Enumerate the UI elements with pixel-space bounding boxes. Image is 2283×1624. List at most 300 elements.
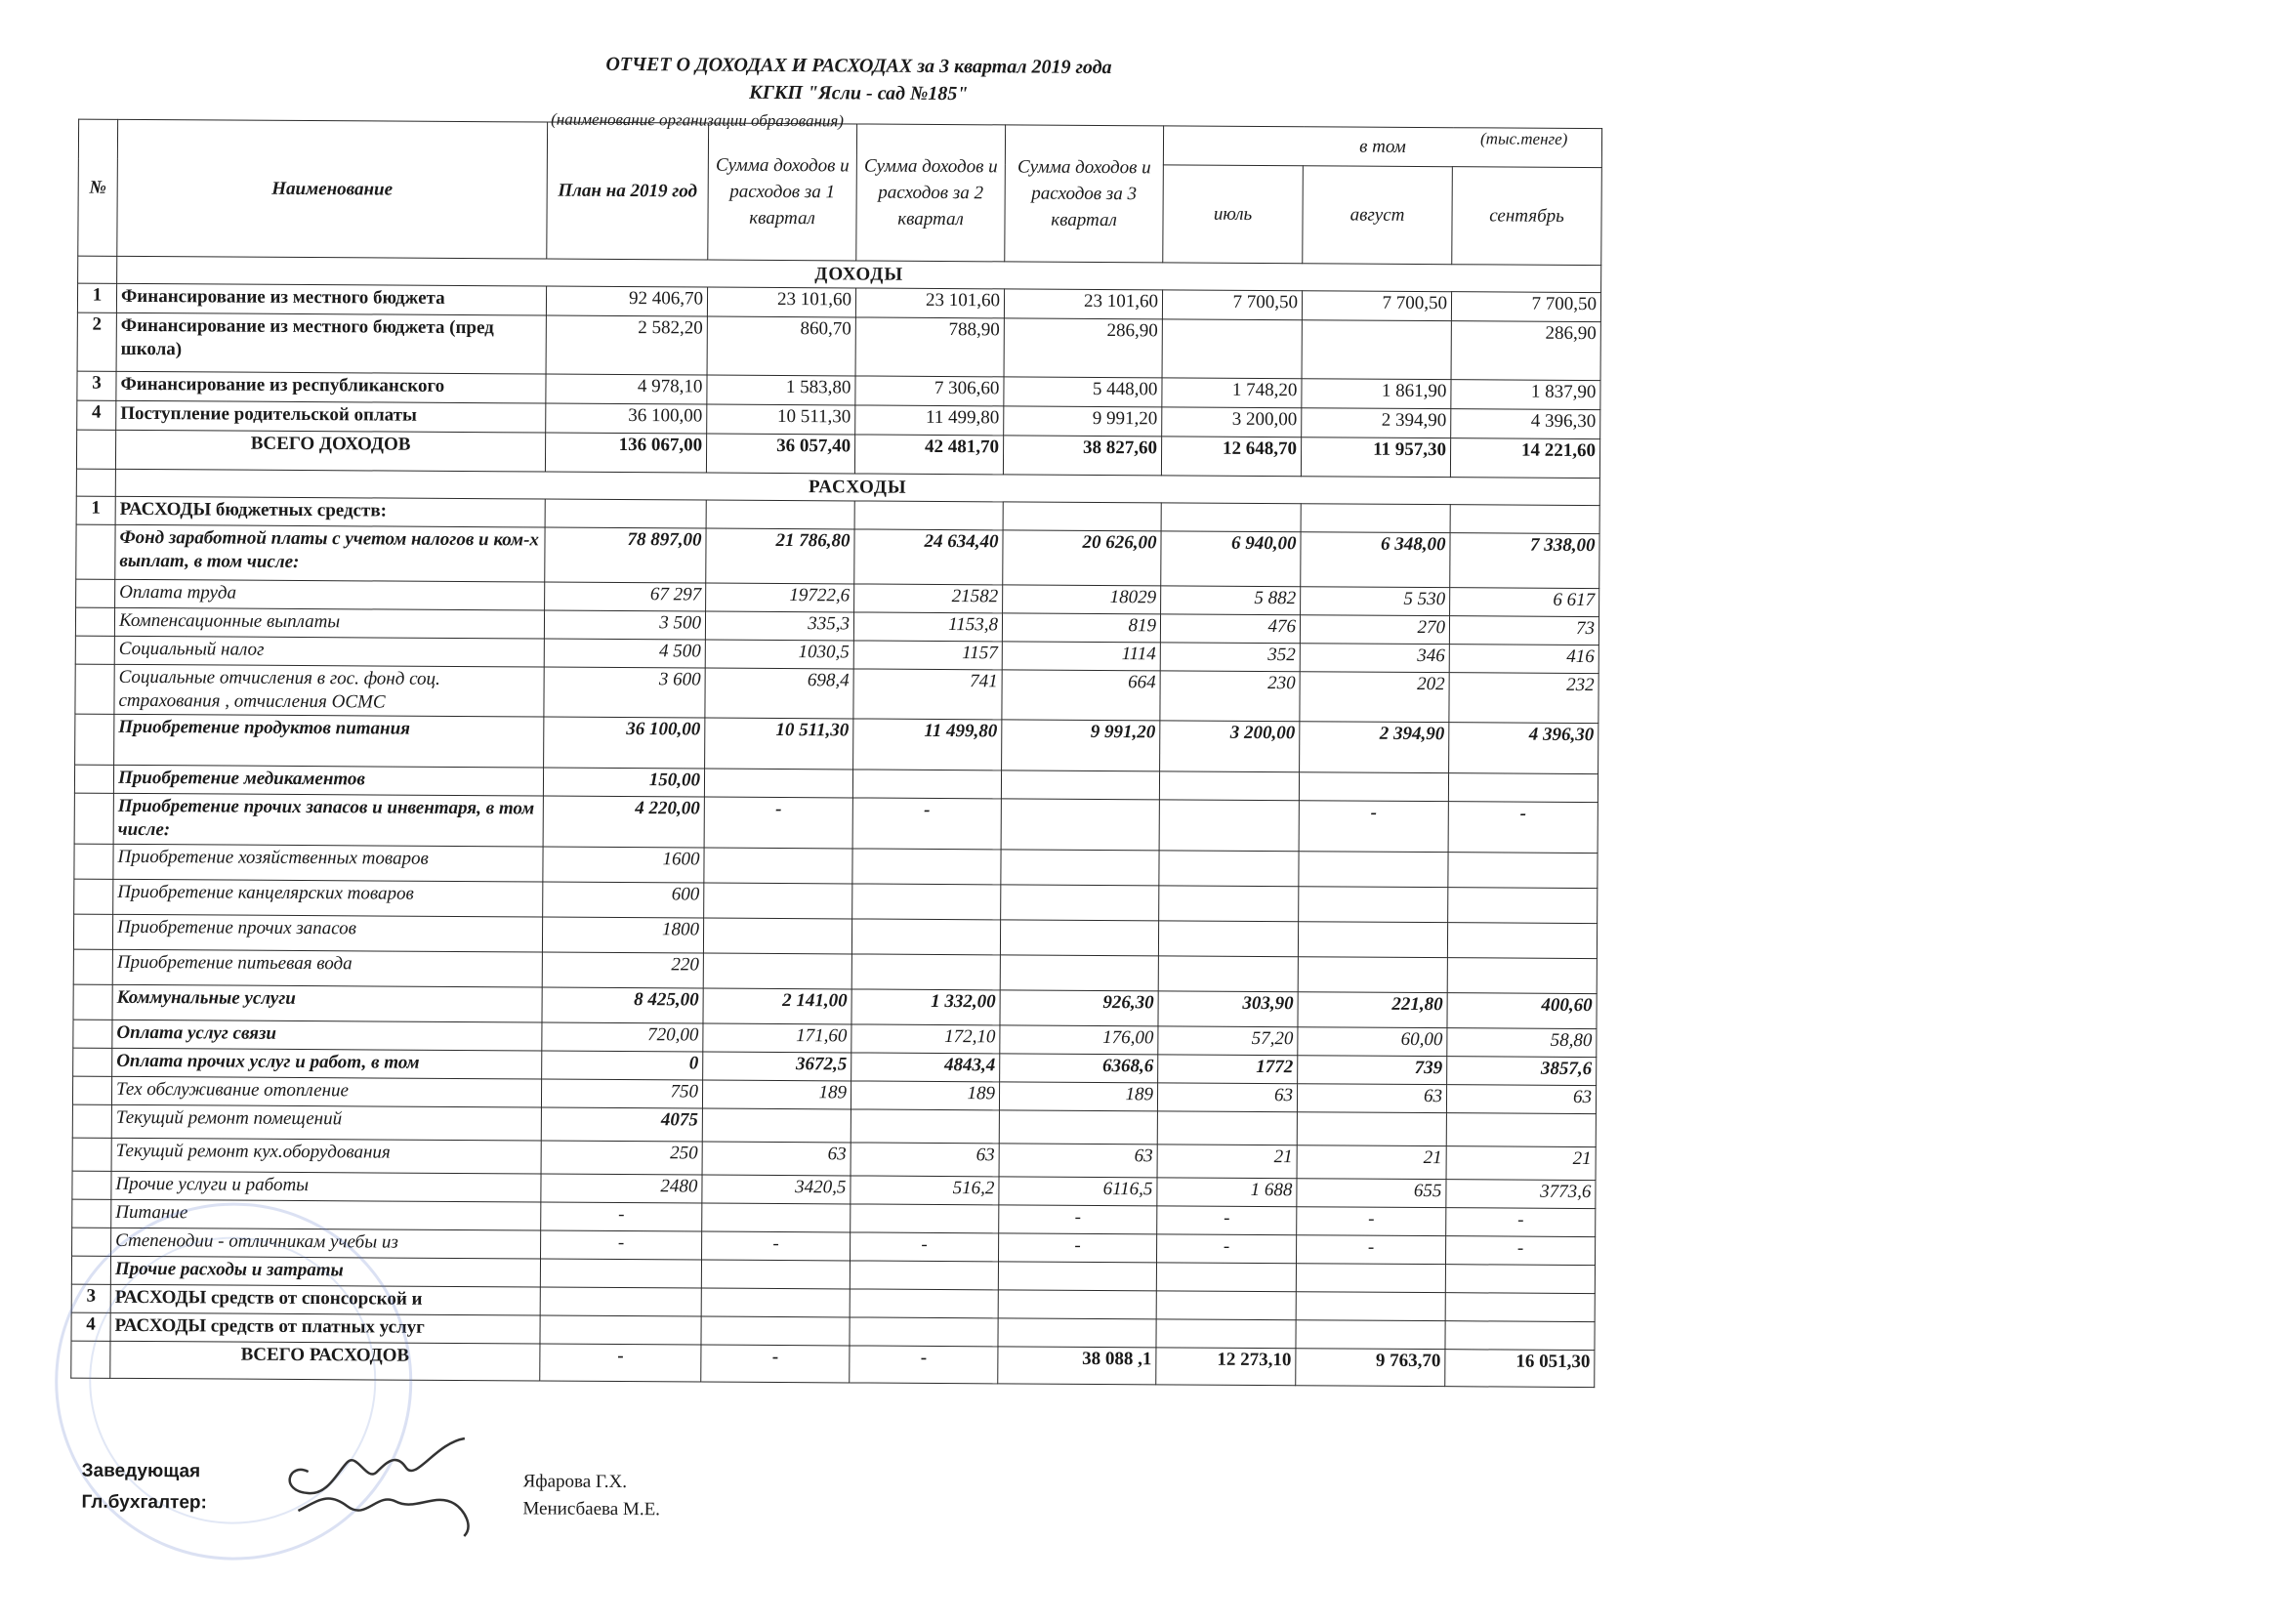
value-q1: 171,60 — [703, 1023, 851, 1053]
value-m1 — [1159, 771, 1299, 801]
value-q2: 11 499,80 — [853, 719, 1002, 770]
value-m1 — [1156, 1319, 1296, 1349]
row-name: РАСХОДЫ средств от спонсорской и — [110, 1284, 540, 1315]
value-plan: 1600 — [543, 847, 704, 883]
value-m1: 1 748,20 — [1162, 378, 1302, 408]
value-q2: 741 — [853, 669, 1002, 720]
units-note: (тыс.тенге) — [1479, 129, 1568, 148]
value-m3 — [1447, 923, 1597, 959]
row-name: РАСХОДЫ средств от платных услуг — [110, 1312, 540, 1344]
row-name: Оплата труда — [115, 579, 545, 610]
value-m2: 739 — [1298, 1056, 1447, 1085]
value-m3: - — [1446, 1208, 1596, 1237]
row-name: Приобретение прочих запасов и инвентаря, в том числе: — [113, 793, 543, 847]
total-m2: 9 763,70 — [1296, 1349, 1445, 1387]
value-plan: 720,00 — [542, 1022, 703, 1052]
value-m3: - — [1445, 1236, 1595, 1266]
total-label: ВСЕГО РАСХОДОВ — [110, 1341, 540, 1381]
row-number — [75, 714, 114, 765]
value-m3: 63 — [1446, 1085, 1596, 1114]
value-q3: 189 — [999, 1082, 1157, 1111]
row-number — [75, 636, 114, 664]
row-name: Приобретение питьевая вода — [112, 949, 542, 987]
value-plan: 78 897,00 — [545, 527, 706, 583]
value-q3: 176,00 — [1000, 1025, 1158, 1055]
head-title: Заведующая — [81, 1460, 201, 1482]
column-header-q3: Сумма доходов и расходов за 3 квартал — [1005, 125, 1164, 263]
value-q1: 19722,6 — [706, 583, 854, 612]
total-q3: 38 827,60 — [1003, 436, 1161, 476]
row-name: Финансирование из местного бюджета — [116, 283, 546, 315]
value-q1 — [704, 848, 852, 884]
value-q1: 21 786,80 — [706, 528, 854, 584]
value-m3: 416 — [1449, 645, 1598, 674]
value-q1 — [704, 769, 852, 798]
value-q2 — [850, 1317, 998, 1347]
value-q3: 6116,5 — [999, 1177, 1157, 1206]
row-name: Приобретение продуктов питания — [114, 714, 544, 768]
value-q1 — [706, 500, 854, 529]
value-q2: 189 — [851, 1081, 999, 1110]
row-number — [75, 607, 114, 636]
value-m2 — [1301, 504, 1450, 533]
value-m2: 346 — [1300, 644, 1449, 673]
value-plan: 4 978,10 — [546, 374, 707, 404]
total-label: ВСЕГО ДОХОДОВ — [115, 430, 545, 472]
value-m3: 58,80 — [1447, 1028, 1597, 1058]
value-m2: 1 861,90 — [1302, 379, 1451, 409]
value-plan: 36 100,00 — [544, 717, 705, 769]
value-plan: 2 582,20 — [546, 315, 707, 375]
value-m2 — [1296, 1320, 1445, 1350]
row-name: Коммунальные услуги — [112, 984, 542, 1022]
head-name: Яфарова Г.Х. — [522, 1471, 628, 1493]
value-q2 — [852, 849, 1001, 885]
value-m3: 286,90 — [1451, 321, 1600, 381]
row-number — [72, 1138, 111, 1171]
value-q3: - — [998, 1233, 1156, 1263]
value-plan: 250 — [541, 1141, 702, 1175]
row-number — [75, 664, 114, 714]
total-q2: 42 481,70 — [854, 435, 1003, 475]
organization-caption: (наименование организации образования) — [551, 109, 845, 131]
value-m1: 6 940,00 — [1161, 531, 1301, 587]
value-plan: 4 500 — [544, 639, 705, 668]
value-q1 — [703, 953, 851, 989]
value-m3: 232 — [1449, 673, 1598, 724]
row-name: Финансирование из республиканского — [116, 371, 546, 403]
value-q3 — [1000, 920, 1158, 956]
value-m1 — [1156, 1263, 1296, 1292]
value-q1 — [701, 1260, 850, 1289]
row-name: Прочие услуги и работы — [111, 1171, 541, 1202]
value-m2: 6 348,00 — [1301, 532, 1450, 588]
row-name: Оплата прочих услуг и работ, в том — [112, 1048, 542, 1079]
value-q3: 9 991,20 — [1004, 406, 1162, 437]
value-plan: 4075 — [541, 1107, 702, 1142]
value-m1: 21 — [1157, 1145, 1297, 1179]
row-name: Фонд заработной платы с учетом налогов и ком-х выплат, в том числе: — [115, 524, 545, 582]
value-q2: 23 101,60 — [855, 288, 1004, 318]
value-q2: 4843,4 — [851, 1053, 1000, 1082]
value-q3 — [1001, 770, 1159, 800]
value-m1: - — [1156, 1234, 1296, 1264]
value-q3 — [998, 1262, 1156, 1291]
value-q1 — [704, 883, 852, 919]
value-m2 — [1298, 922, 1447, 958]
row-number — [73, 984, 112, 1020]
value-plan — [540, 1259, 701, 1288]
value-q1: 1 583,80 — [707, 375, 855, 405]
value-q3 — [998, 1290, 1156, 1319]
row-name: Текущий ремонт кух.оборудования — [111, 1138, 541, 1174]
value-plan: 4 220,00 — [543, 796, 704, 848]
value-plan: 3 500 — [544, 610, 705, 640]
accountant-name: Менисбаева М.Е. — [522, 1498, 661, 1520]
row-number — [76, 579, 115, 607]
value-m1: 1772 — [1158, 1055, 1298, 1084]
value-q1: 335,3 — [705, 611, 853, 641]
row-name: Тех обслуживание отопление — [111, 1076, 541, 1107]
value-m1 — [1162, 319, 1302, 379]
value-m3 — [1445, 1321, 1595, 1351]
value-m1: 5 882 — [1161, 586, 1301, 615]
value-q1: - — [704, 797, 852, 849]
value-q3 — [999, 1110, 1157, 1145]
value-q2 — [851, 954, 1000, 990]
value-q3: 6368,6 — [1000, 1054, 1158, 1083]
value-plan — [545, 499, 706, 528]
accountant-title: Гл.бухгалтер: — [81, 1491, 207, 1514]
value-q2: 24 634,40 — [854, 529, 1003, 585]
value-q1: 10 511,30 — [705, 718, 853, 770]
row-number — [73, 914, 112, 949]
row-number — [72, 1228, 111, 1256]
row-number — [74, 793, 113, 844]
value-m3 — [1448, 888, 1598, 924]
row-number: 2 — [77, 312, 116, 371]
total-m3: 14 221,60 — [1450, 438, 1599, 479]
value-m1: - — [1157, 1206, 1297, 1235]
value-plan: 3 600 — [544, 667, 705, 718]
value-m2: 2 394,90 — [1300, 722, 1449, 773]
value-q2: 63 — [851, 1143, 999, 1177]
value-q2: 1 332,00 — [851, 989, 1000, 1025]
total-q3: 38 088 ,1 — [998, 1347, 1156, 1385]
row-name: Финансирование из местного бюджета (пред школа) — [116, 312, 546, 374]
value-m3: 73 — [1449, 616, 1598, 645]
value-q1: 63 — [702, 1142, 851, 1176]
value-q2 — [851, 1204, 999, 1233]
value-plan: 2480 — [541, 1174, 702, 1203]
value-plan: 92 406,70 — [546, 286, 707, 316]
total-m1: 12 273,10 — [1156, 1348, 1296, 1386]
column-header-september: сентябрь — [1452, 167, 1602, 266]
value-q1: 189 — [702, 1080, 851, 1109]
value-q1: 3672,5 — [703, 1052, 851, 1081]
table-row — [75, 714, 1598, 774]
row-name: Поступление родительской оплаты — [116, 400, 546, 433]
row-name: Социальный налог — [114, 636, 544, 667]
value-q1 — [703, 918, 851, 954]
value-plan — [540, 1287, 701, 1316]
value-m2: 655 — [1297, 1179, 1446, 1208]
table-row — [74, 793, 1598, 854]
value-q1: 698,4 — [705, 668, 853, 719]
value-m1: 57,20 — [1158, 1026, 1298, 1056]
value-q2 — [852, 884, 1001, 920]
row-number — [73, 1048, 112, 1076]
value-plan: 0 — [542, 1051, 703, 1080]
value-m2: 21 — [1297, 1145, 1446, 1180]
value-q1 — [701, 1288, 850, 1317]
handwritten-signatures — [269, 1433, 523, 1542]
row-name: Питание — [111, 1199, 541, 1230]
value-m3: 6 617 — [1450, 588, 1599, 617]
report-table — [70, 119, 1602, 1389]
row-name: Социальные отчисления в гос. фонд соц. страхования , отчисления ОСМС — [114, 664, 544, 717]
value-plan: 67 297 — [545, 582, 706, 611]
value-m1: 3 200,00 — [1160, 721, 1300, 772]
value-m1 — [1156, 1291, 1296, 1320]
value-q1: 10 511,30 — [707, 404, 855, 435]
value-m2 — [1296, 1264, 1445, 1293]
value-m2: 63 — [1297, 1084, 1446, 1113]
row-name: Степенодии - отличникам учебы из — [111, 1228, 541, 1259]
value-q3 — [1000, 955, 1158, 991]
value-m2: - — [1299, 801, 1448, 853]
value-m1 — [1159, 886, 1299, 922]
column-header-plan: План на 2019 год — [547, 122, 709, 260]
row-name: Приобретение хозяйственных товаров — [113, 844, 543, 882]
organization-name: КГКП "Ясли - сад №185" — [749, 81, 969, 105]
value-q3: 18029 — [1003, 585, 1161, 614]
row-number — [76, 430, 115, 469]
value-m2 — [1296, 1292, 1445, 1321]
row-number-cell — [76, 469, 115, 496]
value-plan: 36 100,00 — [546, 403, 707, 434]
column-header-q1: Сумма доходов и расходов за 1 квартал — [708, 123, 857, 261]
value-q2 — [851, 1109, 999, 1144]
value-plan: 220 — [542, 952, 703, 988]
value-q2: 516,2 — [851, 1176, 999, 1205]
value-m2 — [1299, 852, 1448, 888]
value-q2: 1157 — [853, 641, 1002, 670]
report-title: ОТЧЕТ О ДОХОДАХ И РАСХОДАХ за 3 квартал 2019 года — [605, 53, 1112, 79]
row-name: Текущий ремонт помещений — [111, 1104, 541, 1141]
row-number — [74, 879, 113, 914]
total-m2: 11 957,30 — [1301, 437, 1450, 478]
total-plan: 136 067,00 — [545, 433, 706, 473]
value-m1: 476 — [1160, 614, 1300, 644]
value-q2: 1153,8 — [853, 612, 1002, 642]
total-m1: 12 648,70 — [1161, 437, 1301, 477]
column-header-name: Наименование — [117, 119, 548, 259]
value-m2: 221,80 — [1298, 992, 1447, 1028]
value-q3: 63 — [999, 1144, 1157, 1178]
value-q2 — [850, 1289, 998, 1318]
value-q3 — [1001, 799, 1159, 851]
row-number: 3 — [77, 371, 116, 400]
value-m3: 3773,6 — [1446, 1180, 1596, 1209]
value-q1: 23 101,60 — [707, 287, 855, 317]
value-m1: 303,90 — [1158, 991, 1298, 1027]
value-q2 — [852, 770, 1001, 799]
value-m3: 400,60 — [1447, 993, 1597, 1029]
value-q3: 1114 — [1002, 642, 1160, 671]
value-m1: 3 200,00 — [1162, 407, 1302, 437]
value-q2: 7 306,60 — [855, 376, 1004, 406]
value-m1 — [1159, 800, 1299, 852]
value-plan: 8 425,00 — [542, 987, 703, 1023]
value-m1 — [1159, 851, 1299, 887]
value-q3 — [998, 1318, 1156, 1348]
value-q1 — [701, 1316, 850, 1346]
row-number — [72, 1199, 111, 1228]
value-m1 — [1158, 956, 1298, 992]
value-plan: 1800 — [542, 917, 703, 953]
column-header-august: август — [1303, 166, 1453, 265]
value-m3 — [1446, 1113, 1596, 1147]
value-q3 — [1003, 502, 1161, 531]
section-title: ДОХОДЫ — [117, 256, 1601, 292]
row-number — [74, 765, 113, 793]
value-m2 — [1299, 887, 1448, 923]
value-q3: 9 991,20 — [1002, 720, 1160, 771]
value-m1: 230 — [1160, 671, 1300, 722]
value-q1: - — [702, 1231, 851, 1261]
row-name: Оплата услуг связи — [112, 1020, 542, 1051]
value-plan — [540, 1315, 701, 1345]
column-header-group: в том — [1163, 126, 1601, 168]
row-name: Приобретение прочих запасов — [112, 914, 542, 952]
row-number — [72, 1171, 111, 1199]
total-q1: - — [701, 1345, 850, 1383]
row-number — [73, 1020, 112, 1048]
value-m2: - — [1297, 1207, 1446, 1236]
row-name: РАСХОДЫ бюджетных средств: — [115, 496, 545, 527]
value-m3: 7 338,00 — [1450, 533, 1599, 589]
value-q2: - — [852, 798, 1001, 850]
value-q2: 11 499,80 — [855, 405, 1004, 436]
table-row — [76, 524, 1599, 589]
value-m3 — [1448, 773, 1598, 803]
row-name: Приобретение канцелярских товаров — [113, 879, 543, 917]
value-m1 — [1157, 1111, 1297, 1145]
row-name: Прочие расходы и затраты — [110, 1256, 540, 1287]
value-m3 — [1445, 1265, 1595, 1294]
total-plan: - — [540, 1344, 701, 1382]
section-title: РАСХОДЫ — [115, 469, 1599, 505]
value-m3: - — [1448, 802, 1598, 854]
value-m2: 5 530 — [1301, 587, 1450, 616]
value-m1 — [1161, 503, 1301, 532]
value-m3: 4 396,30 — [1451, 409, 1600, 439]
value-m2: 7 700,50 — [1302, 291, 1451, 321]
value-m3 — [1447, 958, 1597, 994]
row-number-cell — [78, 256, 117, 283]
value-m1 — [1158, 921, 1298, 957]
value-q3: 5 448,00 — [1004, 377, 1162, 407]
value-q1: 3420,5 — [702, 1175, 851, 1204]
value-m2 — [1297, 1112, 1446, 1146]
value-plan: - — [541, 1230, 702, 1260]
value-q2: 172,10 — [851, 1024, 1000, 1054]
table-header — [78, 119, 1602, 266]
row-number: 1 — [76, 496, 115, 524]
total-m3: 16 051,30 — [1445, 1350, 1595, 1388]
value-m3: 21 — [1446, 1146, 1596, 1181]
value-q1 — [702, 1108, 851, 1143]
row-number: 4 — [77, 400, 116, 430]
value-plan: 600 — [543, 882, 704, 918]
value-m2: 202 — [1300, 672, 1449, 723]
row-number: 3 — [71, 1284, 110, 1312]
row-number — [72, 1076, 111, 1104]
value-m3: 3857,6 — [1447, 1057, 1597, 1086]
value-m3: 1 837,90 — [1451, 380, 1600, 410]
value-m3: 7 700,50 — [1451, 292, 1600, 322]
value-q3: 664 — [1002, 670, 1160, 721]
value-m3: 4 396,30 — [1449, 723, 1598, 774]
row-name: Компенсационные выплаты — [114, 607, 544, 639]
value-m2 — [1298, 957, 1447, 993]
value-plan: 750 — [541, 1079, 702, 1108]
table-row — [77, 312, 1600, 381]
value-q2: 21582 — [854, 584, 1003, 613]
row-number — [74, 844, 113, 879]
column-header-num: № — [78, 119, 118, 256]
row-number: 1 — [77, 283, 116, 312]
value-q3: 20 626,00 — [1003, 530, 1161, 586]
value-m1: 7 700,50 — [1162, 290, 1302, 320]
value-m2 — [1302, 320, 1451, 380]
value-m2: 60,00 — [1298, 1027, 1447, 1057]
value-q1 — [702, 1203, 851, 1232]
value-q1: 860,70 — [707, 316, 855, 376]
value-q3: - — [999, 1205, 1157, 1234]
column-header-q2: Сумма доходов и расходов за 2 квартал — [856, 124, 1006, 262]
value-q3 — [1001, 885, 1159, 921]
row-name: Приобретение медикаментов — [113, 765, 543, 796]
value-q3: 286,90 — [1004, 318, 1162, 378]
value-q3: 819 — [1002, 613, 1160, 643]
value-q2 — [850, 1261, 998, 1290]
value-m2: 270 — [1300, 615, 1449, 645]
row-number — [72, 1104, 111, 1138]
value-m1: 63 — [1157, 1083, 1297, 1112]
value-m2: 2 394,90 — [1302, 408, 1451, 438]
value-m1: 352 — [1160, 643, 1300, 672]
row-number — [73, 949, 112, 984]
value-m3 — [1445, 1293, 1595, 1322]
value-q2: 788,90 — [855, 317, 1004, 377]
value-m2: - — [1296, 1235, 1445, 1265]
value-q2 — [854, 501, 1003, 530]
value-q2: - — [851, 1232, 999, 1262]
value-q1: 2 141,00 — [703, 988, 851, 1024]
column-header-july: июль — [1163, 165, 1304, 264]
value-q3: 926,30 — [1000, 990, 1158, 1026]
total-q2: - — [850, 1346, 998, 1384]
value-q1: 1030,5 — [705, 640, 853, 669]
value-m3 — [1448, 853, 1598, 889]
row-number: 4 — [71, 1312, 110, 1341]
value-q3: 23 101,60 — [1004, 289, 1162, 319]
value-m3 — [1450, 505, 1599, 534]
value-m1: 1 688 — [1157, 1178, 1297, 1207]
value-m2 — [1299, 772, 1448, 802]
